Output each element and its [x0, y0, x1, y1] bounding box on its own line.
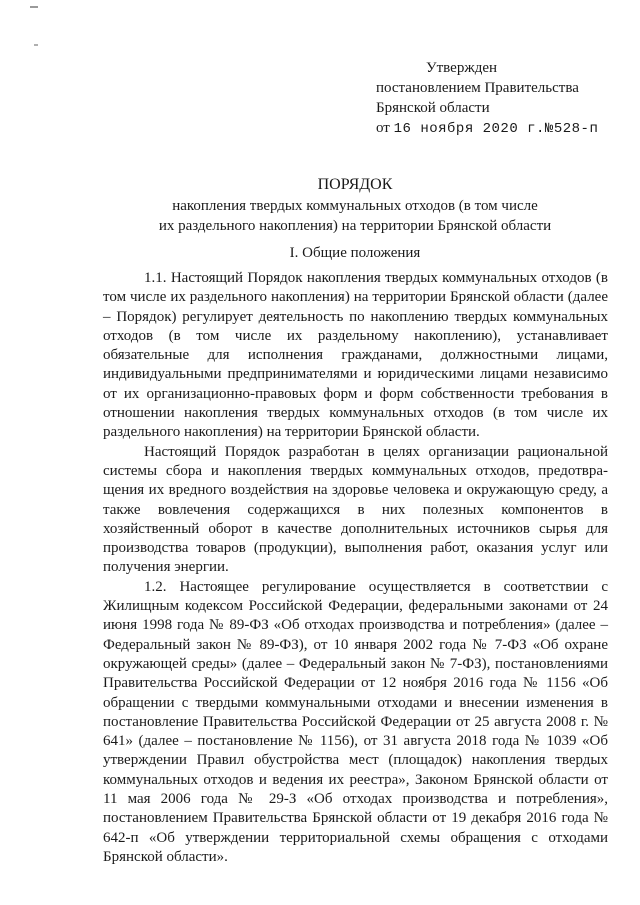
- approval-date-prefix: от: [376, 120, 394, 136]
- title-subtitle-line-1: накопления твердых коммунальных отходов (в том числе: [172, 198, 538, 214]
- approval-line-approved: Утвержден: [426, 60, 498, 76]
- paragraph-purpose: Настоящий Порядок разработан в целях организации рациональной системы сбора и накопления твердых коммунальных отходов, предотвращения их вредного воздействия на здоровье человека и окружающую среду, а также вовлечения содержащихся в них полезных компонентов в хозяйственный оборот в качестве дополнительных источников сырья для производства товаров (продукции), выполнения работ, оказания услуг или получения энергии.: [103, 443, 608, 576]
- scan-artifact: [34, 44, 38, 46]
- approval-stamp: [376, 58, 616, 139]
- approval-line-date: [376, 118, 616, 139]
- title-subtitle-line-2: их раздельного накопления) на территории Брянской области: [158, 218, 552, 234]
- section-heading: I. Общие положения: [289, 245, 421, 261]
- approval-date-value: 16 ноября 2020 г.№528-п: [393, 121, 599, 137]
- approval-line-resolution: постановлением Правительства: [376, 80, 579, 96]
- approval-line-region: Брянской области: [376, 100, 490, 116]
- paragraph-1-1: 1.1. Настоящий Порядок накопления твердых коммунальных отходов (в том числе их раздельного накопления) на территории Брянской области (далее – Порядок) регулирует деятельность по накоплению твердых коммунальных отходов (в том числе их раздельному накоплению), устанавливает обязательные для исполнения гражданами, должностными лицами, индивидуальными предпринимателями и юридическими лицами независимо от их организационно-правовых форм и форм собственности требования в отношении накопления твердых коммунальных отходов (в том числе их раздельного накопления) на территории Брянской области.: [103, 270, 608, 441]
- document-title: [100, 175, 610, 236]
- document-body: [103, 269, 608, 867]
- scan-artifact: [30, 2, 38, 8]
- paragraph-1-2: 1.2. Настоящее регулирование осуществляется в соответствии с Жилищным кодексом Российской Федерации, федеральными законами от 24 июня 1998 года № 89-ФЗ «Об отходах производства и потребления» (далее – Федеральный закон № 89-ФЗ), от 10 января 2002 года № 7-ФЗ «Об охране окружающей среды» (далее – Федеральный закон № 7-ФЗ), постановлениями Правительства Российской Федерации от 12 ноября 2016 года № 1156 «Об обращении с твердыми коммунальными отходами и внесении изменения в постановление Правительства Российской Федерации от 25 августа 2008 г. № 641» (далее – постановление № 1156), от 31 августа 2018 года № 1039 «Об утверждении Правил обустройства мест (площадок) накопления твердых коммунальных отходов и ведения их реестра», Законом Брянской области от 11 мая 2006 года № 29-З «Об отходах производства и потребления», постановлением Правительства Брянской области от 19 декабря 2016 года № 642-п «Об утверждении территориальной схемы обращения с отходами Брянской области».: [103, 578, 608, 865]
- title-main: ПОРЯДОК: [317, 176, 393, 193]
